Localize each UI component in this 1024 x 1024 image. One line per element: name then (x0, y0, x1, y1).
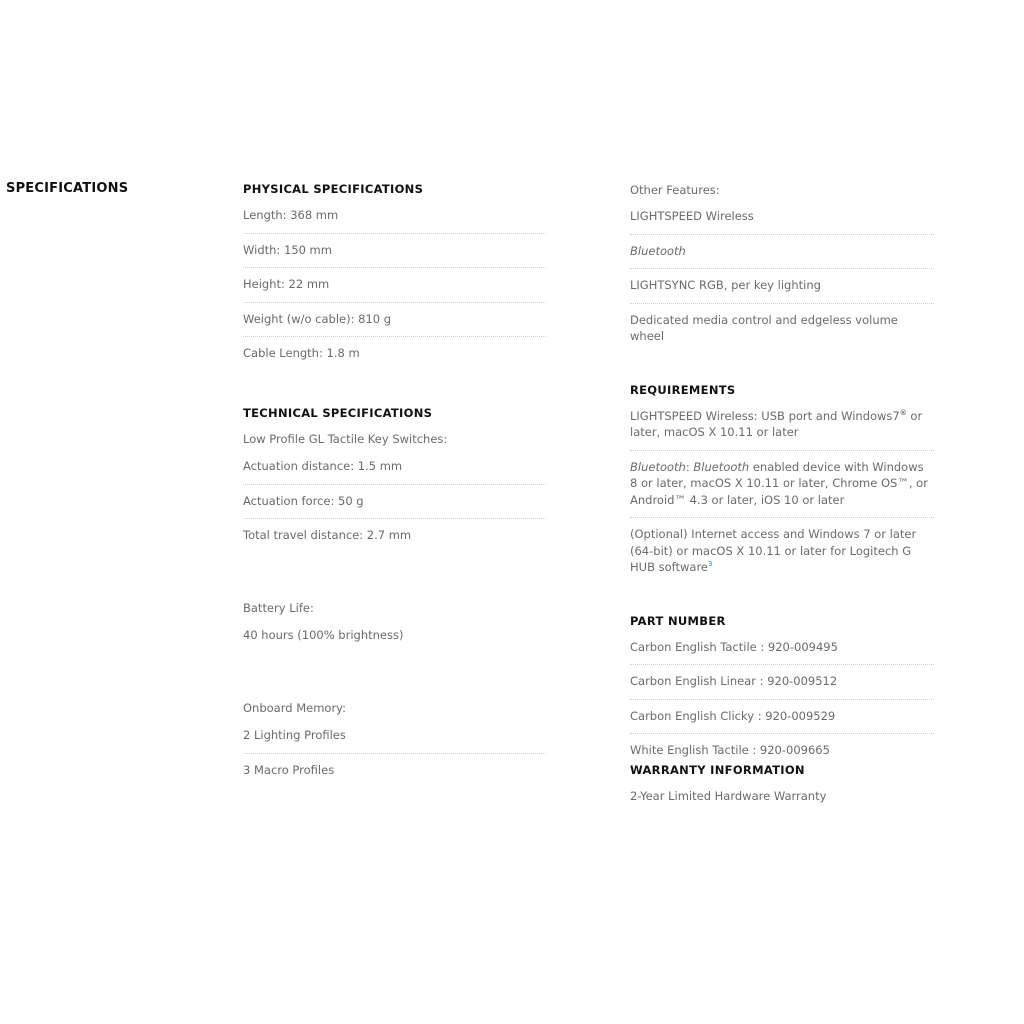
bluetooth-lead: Bluetooth (630, 459, 686, 474)
key-switches-label: Low Profile GL Tactile Key Switches: (243, 431, 448, 446)
technical-specifications-section (243, 406, 546, 544)
battery-life-section (243, 592, 546, 644)
requirement-lightspeed-text-end: or later, macOS X 10.11 or later (630, 408, 923, 439)
part-number-section (630, 614, 934, 763)
footnote-3-link[interactable]: 3 (708, 560, 713, 569)
spec-battery-life: 40 hours (100% brightness) (243, 628, 404, 642)
right-column (630, 182, 934, 804)
other-features-label: Other Features: (630, 183, 720, 197)
warranty-info: 2-Year Limited Hardware Warranty (630, 788, 827, 803)
spec-cable-length: Cable Length: 1.8 m (243, 346, 360, 360)
warranty-heading: WARRANTY INFORMATION (630, 762, 805, 777)
part-carbon-tactile: Carbon English Tactile : 920-009495 (630, 631, 934, 666)
spec-height: Height: 22 mm (243, 268, 546, 303)
bluetooth-italic-text: Bluetooth (630, 243, 686, 258)
requirements-heading: REQUIREMENTS (630, 382, 736, 397)
spec-actuation-distance: Actuation distance: 1.5 mm (243, 450, 546, 485)
spec-macro-profiles: 3 Macro Profiles (243, 762, 335, 777)
feature-bluetooth (630, 235, 934, 270)
bluetooth-colon: : (685, 459, 694, 474)
requirement-bluetooth-text: enabled device with Windows 8 or later, macOS X 10.11 or later, Chrome OS™, or Android™ 4.3 or later, iOS 10 or later (630, 459, 928, 507)
bluetooth-inner: Bluetooth (693, 459, 750, 474)
part-number-heading: PART NUMBER (630, 613, 726, 628)
other-features-section (630, 182, 934, 345)
battery-life-label: Battery Life: (243, 600, 314, 615)
requirements-section (630, 383, 934, 576)
requirement-lightspeed-text: LIGHTSPEED Wireless: USB port and Windows7 (630, 408, 900, 423)
spec-actuation-force: Actuation force: 50 g (243, 485, 546, 520)
registered-mark: ® (899, 408, 907, 417)
requirement-lightspeed (630, 400, 934, 451)
part-white-tactile: White English Tactile : 920-009665 (630, 743, 830, 757)
part-carbon-clicky: Carbon English Clicky : 920-009529 (630, 700, 934, 735)
spec-length: Length: 368 mm (243, 199, 546, 234)
technical-specifications-heading: TECHNICAL SPECIFICATIONS (243, 405, 433, 420)
feature-media-control: Dedicated media control and edgeless volume wheel (630, 312, 898, 343)
onboard-memory-label: Onboard Memory: (243, 700, 347, 715)
feature-lightspeed: LIGHTSPEED Wireless (630, 202, 934, 235)
requirement-optional (630, 518, 934, 576)
page-title: SPECIFICATIONS (6, 181, 129, 196)
part-carbon-linear: Carbon English Linear : 920-009512 (630, 665, 934, 700)
left-column (243, 182, 546, 778)
requirement-optional-text: (Optional) Internet access and Windows 7 or later (64-bit) or macOS X 10.11 or later for Logitech G HUB software (630, 527, 917, 574)
spec-total-travel: Total travel distance: 2.7 mm (243, 528, 412, 542)
feature-lightsync: LIGHTSYNC RGB, per key lighting (630, 269, 934, 304)
spec-weight: Weight (w/o cable): 810 g (243, 303, 546, 338)
onboard-memory-section (243, 692, 546, 779)
physical-specifications-heading: PHYSICAL SPECIFICATIONS (243, 182, 424, 196)
warranty-section (630, 763, 934, 805)
physical-specifications-section (243, 182, 546, 362)
requirement-bluetooth (630, 451, 934, 519)
spec-width: Width: 150 mm (243, 234, 546, 269)
spec-lighting-profiles: 2 Lighting Profiles (243, 719, 546, 754)
